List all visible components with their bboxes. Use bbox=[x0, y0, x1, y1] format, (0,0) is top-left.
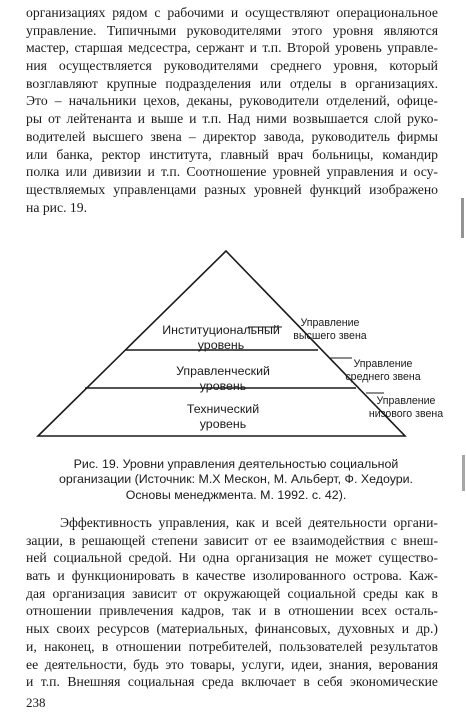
text-line: возглавляют крупные подразделения или отделы в организациях. bbox=[26, 75, 438, 91]
level-label-line: уровень bbox=[199, 417, 247, 431]
side-label-line: Управление bbox=[300, 317, 360, 329]
level-technical bbox=[148, 402, 298, 432]
text-line: организациях рядом с рабочими и осуществляют операциональное bbox=[26, 5, 438, 20]
side-label-line: Управление bbox=[353, 358, 413, 370]
text-line: дая организация зависит от окружающей социальной среды как в bbox=[26, 585, 438, 601]
text-line: ществляемых управленцами разных уровней функций изображено bbox=[26, 181, 438, 197]
paragraph-bottom bbox=[26, 514, 438, 691]
level-institutional bbox=[146, 323, 296, 353]
text-line: отношении привлечения кадров, так и в отношении всех осталь- bbox=[26, 603, 438, 619]
text-line: Эффективность управления, как и всей деятельности органи- bbox=[60, 515, 438, 530]
text-line: полка или дивизии и т.п. Соотношение уровней управления и осу- bbox=[26, 164, 438, 180]
level-label-line: уровень bbox=[199, 379, 247, 393]
text-line: Это – начальники цехов, деканы, руководители отделений, офице- bbox=[26, 93, 438, 109]
side-label-top-management bbox=[282, 317, 378, 342]
side-label-line: высшего звена bbox=[293, 329, 367, 342]
text-line: ния осуществляется руководителями среднего уровня, который bbox=[26, 58, 438, 74]
page-number: 238 bbox=[26, 695, 46, 710]
text-line: ры от лейтенанта и выше и т.п. Над ними возвышается слой руко- bbox=[26, 111, 438, 127]
caption-line: организации (Источник: М.Х Мескон, М. Альберт, Ф. Хедоури. bbox=[58, 472, 414, 487]
level-label-line: Управленческий bbox=[176, 364, 270, 378]
scan-edge-mark bbox=[462, 455, 465, 491]
side-label-line: низового звена bbox=[368, 407, 444, 420]
paragraph-top bbox=[26, 4, 438, 216]
level-label-line: Институциональный bbox=[162, 323, 280, 337]
caption-line: Рис. 19. Уровни управления деятельностью социальной bbox=[73, 457, 399, 471]
text-line: ней социальной средой. Ни одна организация не может существо- bbox=[26, 550, 438, 566]
level-label-line: Технический bbox=[186, 402, 260, 416]
side-label-lower-management bbox=[360, 395, 452, 420]
text-line: и, наконец, в отношении потребителей, пользователей результатов bbox=[26, 638, 438, 654]
figure-caption bbox=[40, 457, 432, 503]
level-label-line: уровень bbox=[197, 338, 245, 352]
text-line: и т.п. Внешняя социальная среда включает в себя экономические bbox=[26, 674, 438, 690]
text-line: ных своих ресурсов (материальных, финансовых, духовных и др.) bbox=[26, 621, 438, 637]
scan-edge-mark bbox=[461, 198, 464, 238]
text-line: вать и функционировать в качестве изолированного острова. Каж- bbox=[26, 568, 438, 584]
text-line: управление. Типичными руководителями этого уровня являются bbox=[26, 22, 438, 38]
text-line: водителей высшего звена – директор завода, руководитель фирмы bbox=[26, 128, 438, 144]
pyramid-figure bbox=[0, 245, 466, 455]
text-line: или банка, ректор института, главный врач больницы, командир bbox=[26, 146, 438, 162]
caption-line: Основы менеджмента. М. 1992. с. 42). bbox=[125, 487, 347, 502]
side-label-line: Управление bbox=[376, 395, 436, 407]
side-label-line: среднего звена bbox=[345, 370, 421, 383]
text-line: на рис. 19. bbox=[26, 199, 88, 215]
level-managerial bbox=[148, 364, 298, 394]
text-line: зации, в решающей степени зависит от ее взаимодействия с внеш- bbox=[26, 532, 438, 548]
text-line: мастер, старшая медсестра, сержант и т.п. Второй уровень управле- bbox=[26, 40, 438, 56]
side-label-middle-management bbox=[334, 358, 432, 383]
text-line: ее деятельности, будь это товары, услуги, идеи, знания, верования bbox=[26, 656, 438, 672]
